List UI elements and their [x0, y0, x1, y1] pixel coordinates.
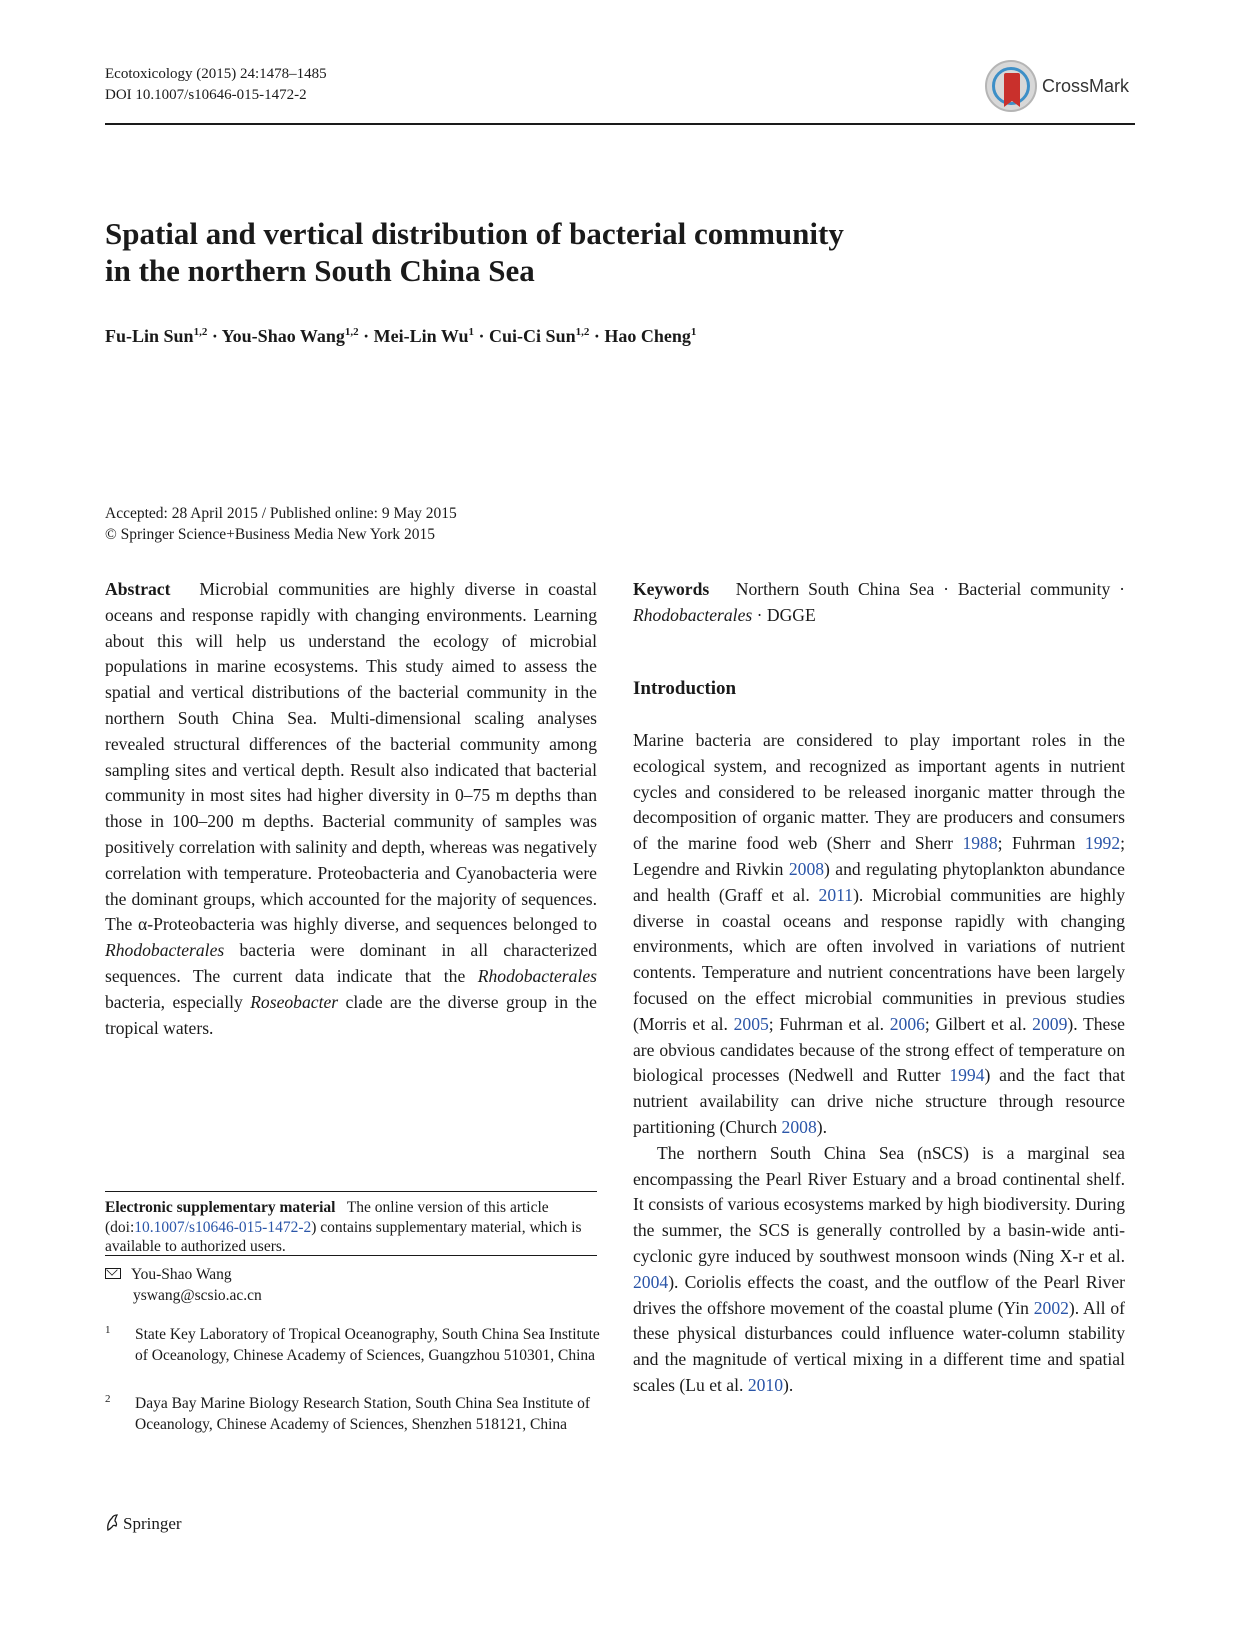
citation-link[interactable]: 2011 [818, 884, 854, 905]
publisher-footer [105, 1513, 182, 1534]
author-separator: · [478, 326, 485, 346]
abstract-text: bacteria, especially [105, 991, 243, 1012]
keywords-italic-term: Rhodobacterales [633, 604, 753, 625]
crossmark-icon [985, 60, 1037, 112]
keywords-text: Northern South China Sea · Bacterial community · [735, 579, 1125, 599]
author-separator: · [211, 326, 218, 346]
author: You-Shao Wang$^{1,2}$ [221, 326, 359, 346]
supplementary-note: Electronic supplementary material The online version of this article (doi:10.1007/s10646-015-1472-2) contains supplementary material, which is available to authorized users. [105, 1199, 582, 1255]
abstract-text: clade are the diverse group in the tropical waters. [105, 991, 597, 1038]
supplementary-label: Electronic supplementary material [105, 1199, 336, 1216]
citation-link[interactable]: 2008 [781, 1116, 817, 1137]
doi-line: DOI 10.1007/s10646-015-1472-2 [105, 87, 307, 103]
author-list [105, 326, 696, 347]
affiliation-2 [105, 1393, 605, 1459]
affiliation-text: State Key Laboratory of Tropical Oceanography, South China Sea Institute of Oceanology, Chinese Academy of Sciences, Guangzhou 510301, China [135, 1326, 600, 1364]
article-title [105, 215, 1005, 289]
supplementary-doi-link[interactable]: 10.1007/s10646-015-1472-2 [134, 1218, 312, 1236]
contact-email[interactable]: yswang@scsio.ac.cn [133, 1287, 262, 1304]
header-rule [105, 123, 1135, 125]
citation-link[interactable]: 2006 [889, 1013, 925, 1034]
corresponding-author [105, 1264, 262, 1306]
introduction-body [633, 728, 1125, 1399]
abstract [105, 577, 597, 1041]
author: Hao Cheng$^1$ [604, 326, 697, 346]
author: Cui-Ci Sun$^{1,2}$ [489, 326, 590, 346]
crossmark-label: CrossMark [1042, 76, 1130, 96]
citation-link[interactable]: 2002 [1033, 1297, 1069, 1318]
author-separator: · [363, 326, 370, 346]
keywords-label: Keywords [633, 579, 710, 599]
crossmark-logo[interactable] [985, 60, 1135, 116]
abstract-text: Microbial communities are highly diverse in coastal oceans and response rapidly with changing environments. Learning about this will help us understand the ecology of microbial populations in marine ecosystems. This study aimed to assess the spatial and vertical distributions of the bacterial community in the northern South China Sea. Multi-dimensional scaling analyses revealed structural differences of the bacterial community among sampling sites and vertical depth. Result also indicated that bacterial community in most sites had higher diversity in 0–75 m depths than those in 100–200 m depths. Bacterial community of samples was positively correlation with salinity and depth, whereas was negatively correlation with temperature. Proteobacteria and Cyanobacteria were the dominant groups, which accounted for the majority of sequences. The α-Proteobacteria was highly diverse, and sequences belonged to [105, 579, 597, 935]
author-separator: · [593, 326, 600, 346]
intro-paragraph-1: Marine bacteria are considered to play important roles in the ecological system, and recognized as important agents in nutrient cycles and considered to be released inorganic matter through the decomposition of organic matter. They are producers and consumers of the marine food web (Sherr and Sherr 1988; Fuhrman 1992; Legendre and Rivkin 2008) and regulating phytoplankton abundance and health (Graff et al. 2011). Microbial communities are highly diverse in coastal oceans and response rapidly with changing environments, which are often involved in variations of nutrient contents. Temperature and nutrient concentrations have been largely focused on the effect microbial communities in previous studies (Morris et al. 2005; Fuhrman et al. 2006; Gilbert et al. 2009). These are obvious candidates because of the strong effect of temperature on biological processes (Nedwell and Rutter 1994) and the fact that nutrient availability can drive niche structure through resource partitioning (Church 2008). [633, 730, 1126, 1137]
citation-link[interactable]: 1992 [1084, 833, 1121, 854]
contact-rule [105, 1255, 597, 1256]
intro-paragraph-2: The northern South China Sea (nSCS) is a marginal sea encompassing the Pearl River Estuary and a broad continental shelf. It consists of various ecosystems marked by high biodiversity. During the summer, the SCS is generally controlled by a basin-wide anti-cyclonic gyre induced by southwest monsoon winds (Ning X-r et al. 2004). Coriolis effects the coast, and the outflow of the Pearl River drives the offshore movement of the coastal plume (Yin 2002). All of these physical disturbances could influence water-column stability and the magnitude of vertical mixing in a different time and spatial scales (Lu et al. 2010). [633, 1142, 1125, 1395]
publisher-name: Springer [123, 1514, 182, 1533]
affiliation-1 [105, 1324, 605, 1390]
accepted-published-line: Accepted: 28 April 2015 / Published online: 9 May 2015 [105, 505, 457, 522]
keywords-text: · DGGE [756, 604, 816, 625]
citation-link[interactable]: 2010 [747, 1374, 783, 1395]
copyright-line: © Springer Science+Business Media New York 2015 [105, 526, 436, 543]
journal-name-line: Ecotoxicology (2015) 24:1478–1485 [105, 66, 327, 82]
citation-link[interactable]: 2009 [1032, 1013, 1068, 1034]
citation-link[interactable]: 1988 [962, 833, 998, 854]
introduction-heading: Introduction [633, 678, 737, 699]
journal-citation [105, 64, 327, 106]
author: Fu-Lin Sun$^{1,2}$ [105, 326, 208, 346]
citation-link[interactable]: 1994 [949, 1065, 985, 1086]
envelope-icon [105, 1268, 121, 1279]
abstract-text: bacteria were dominant in all characterized sequences. The current data indicate that the [105, 940, 597, 986]
affiliation-text: Daya Bay Marine Biology Research Station, South China Sea Institute of Oceanology, Chinese Academy of Sciences, Shenzhen 518121, China [135, 1395, 591, 1433]
citation-link[interactable]: 2004 [633, 1271, 669, 1292]
citation-link[interactable]: 2008 [788, 858, 825, 879]
abstract-italic-term: Rhodobacterales [477, 965, 597, 986]
author: Mei-Lin Wu$^1$ [373, 326, 475, 346]
springer-horse-icon [105, 1513, 119, 1532]
abstract-label: Abstract [105, 579, 171, 599]
publication-dates [105, 503, 457, 545]
title-line-2: in the northern South China Sea [105, 253, 535, 288]
supplementary-rule [105, 1191, 597, 1192]
citation-link[interactable]: 2005 [733, 1013, 769, 1034]
abstract-italic-term: Roseobacter [250, 991, 339, 1012]
abstract-italic-term: Rhodobacterales [105, 940, 225, 961]
contact-name: You-Shao Wang [131, 1266, 232, 1283]
affiliation-number: 2 [105, 1393, 111, 1405]
title-line-1: Spatial and vertical distribution of bacterial community [105, 216, 844, 251]
keywords [633, 577, 1125, 629]
affiliation-number: 1 [105, 1324, 111, 1336]
